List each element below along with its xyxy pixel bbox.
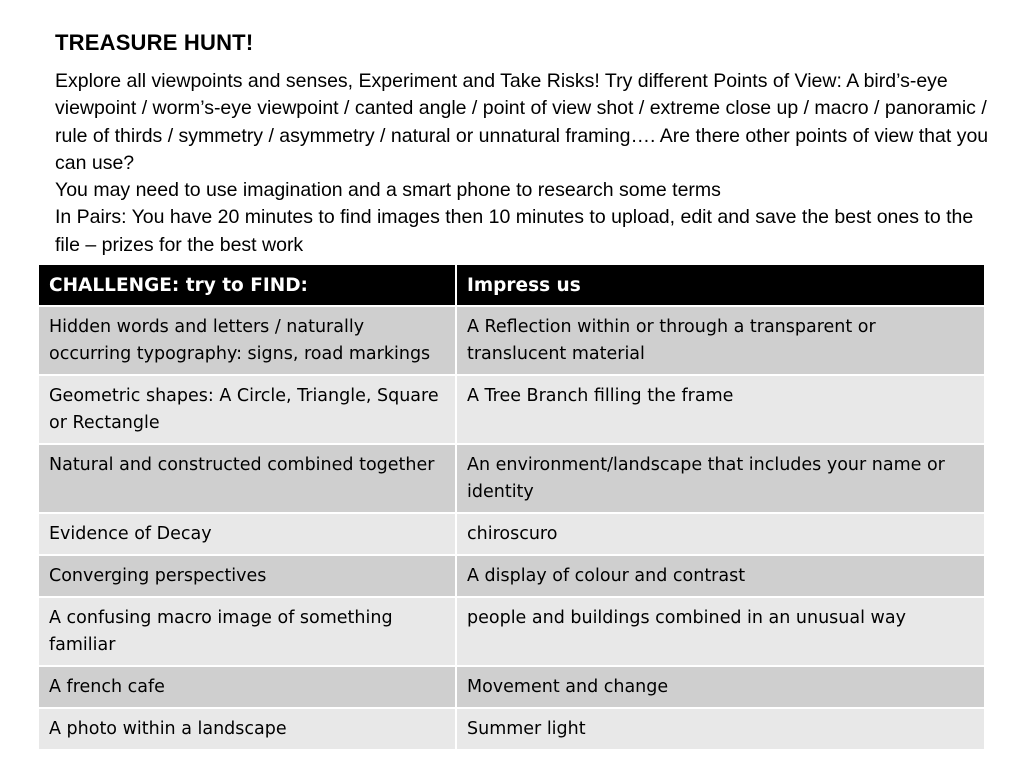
page-title: TREASURE HUNT! [55, 30, 254, 55]
header-challenge: CHALLENGE: try to FIND: [38, 264, 456, 306]
intro-paragraph-viewpoints: Explore all viewpoints and senses, Experiment and Take Risks! Try different Points of View: A bird’s-eye viewpoint / worm’s-eye viewpoint / canted angle / point of view shot / extreme close up / macro / panoramic / rule of thirds / symmetry / asymmetry / natural or unnatural framing…. Are there other points of view that you can use? [55, 70, 989, 174]
header-impress: Impress us [456, 264, 985, 306]
table-row [38, 513, 985, 555]
challenge-cell: A french cafe [38, 666, 456, 708]
table-row [38, 666, 985, 708]
impress-cell: An environment/landscape that includes your name or identity [456, 444, 985, 513]
intro-text [55, 68, 995, 259]
intro-paragraph-instructions: In Pairs: You have 20 minutes to find images then 10 minutes to upload, edit and save the best ones to the file – prizes for the best work [55, 206, 974, 256]
challenge-cell: Geometric shapes: A Circle, Triangle, Square or Rectangle [38, 375, 456, 444]
challenge-cell: Hidden words and letters / naturally occurring typography: signs, road markings [38, 306, 456, 375]
challenge-cell: A confusing macro image of something familiar [38, 597, 456, 666]
table-header-row [38, 264, 985, 306]
intro-paragraph-research: You may need to use imagination and a smart phone to research some terms [55, 179, 721, 202]
challenge-cell: Converging perspectives [38, 555, 456, 597]
table-row [38, 708, 985, 750]
impress-cell: A Tree Branch filling the frame [456, 375, 985, 444]
challenge-cell: Evidence of Decay [38, 513, 456, 555]
impress-cell: people and buildings combined in an unusual way [456, 597, 985, 666]
table-row [38, 444, 985, 513]
impress-cell: Summer light [456, 708, 985, 750]
challenge-table [37, 263, 986, 751]
impress-cell: Movement and change [456, 666, 985, 708]
impress-cell: A display of colour and contrast [456, 555, 985, 597]
table-row [38, 306, 985, 375]
table-row [38, 597, 985, 666]
impress-cell: A Reflection within or through a transparent or translucent material [456, 306, 985, 375]
impress-cell: chiroscuro [456, 513, 985, 555]
challenge-cell: A photo within a landscape [38, 708, 456, 750]
table-row [38, 555, 985, 597]
table-row [38, 375, 985, 444]
challenge-cell: Natural and constructed combined together [38, 444, 456, 513]
